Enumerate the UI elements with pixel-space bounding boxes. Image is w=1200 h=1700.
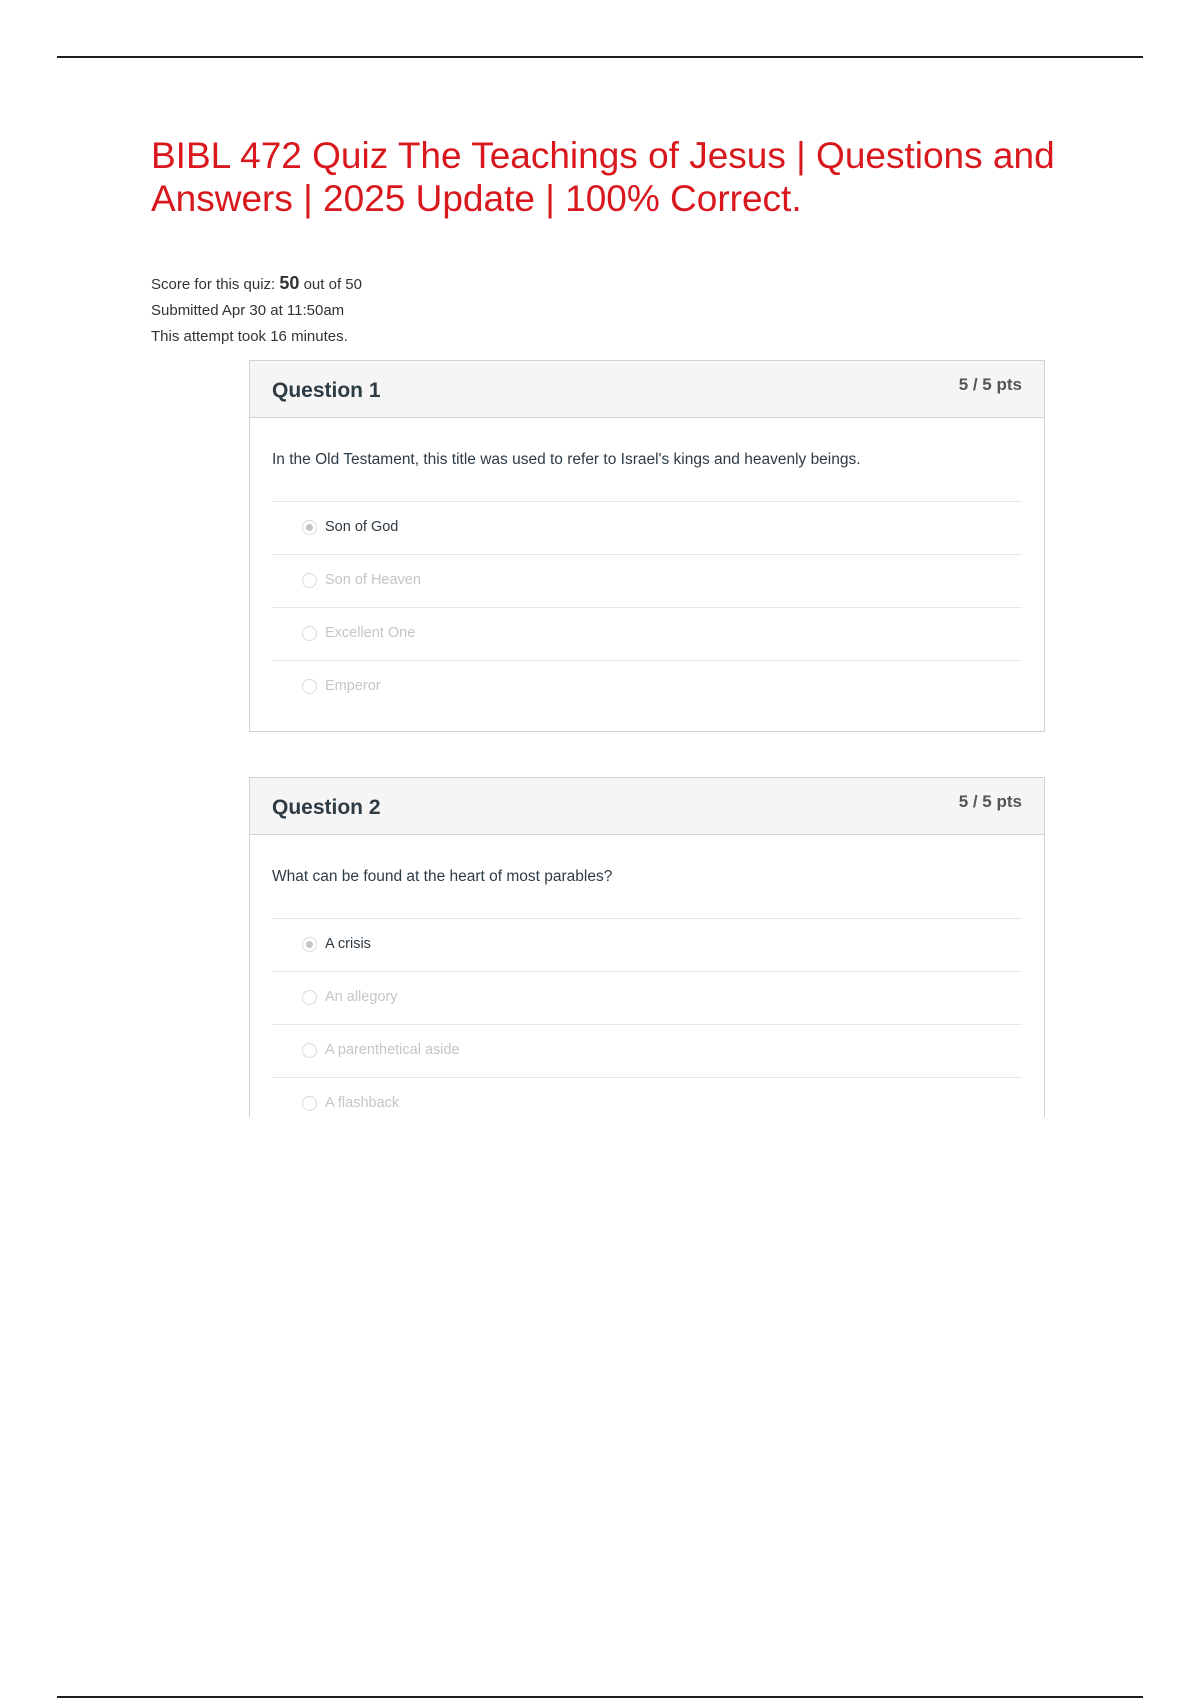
top-rule [57,56,1143,58]
radio-icon[interactable] [302,679,317,694]
score-value: 50 [279,273,300,293]
radio-selected-icon[interactable] [302,520,317,535]
submitted-line: Submitted Apr 30 at 11:50am [151,302,345,319]
question-card-1 [249,360,1045,732]
question-points: 5 / 5 pts [958,792,1022,811]
answer-label: Son of Heaven [325,572,421,588]
answer-label: An allegory [325,989,398,1005]
answer-option[interactable] [272,660,1022,713]
radio-selected-icon[interactable] [302,937,317,952]
quiz-meta [151,270,362,350]
duration-line: This attempt took 16 minutes. [151,328,348,345]
score-line [151,270,362,298]
answer-label: Excellent One [325,625,416,641]
radio-icon[interactable] [302,626,317,641]
answer-label: A parenthetical aside [325,1042,460,1058]
answer-option[interactable] [272,971,1022,1024]
answer-option[interactable] [272,554,1022,607]
answer-option[interactable] [272,501,1022,554]
radio-icon[interactable] [302,1043,317,1058]
question-card-2 [249,777,1045,1117]
answer-label: A flashback [325,1095,400,1111]
question-title: Question 1 [272,379,381,402]
question-points: 5 / 5 pts [958,375,1022,394]
question-title: Question 2 [272,796,381,819]
radio-icon[interactable] [302,990,317,1005]
answer-option[interactable] [272,607,1022,660]
question-header [250,361,1044,418]
question-text: What can be found at the heart of most parables? [272,868,613,885]
answer-label: Son of God [325,519,399,535]
score-suffix: out of 50 [299,276,362,293]
bottom-rule [57,1696,1143,1698]
radio-icon[interactable] [302,573,317,588]
score-prefix: Score for this quiz: [151,276,280,293]
radio-icon[interactable] [302,1096,317,1111]
answer-option[interactable] [272,918,1022,971]
question-text: In the Old Testament, this title was used to refer to Israel's kings and heavenly beings. [272,451,861,468]
document-title: BIBL 472 Quiz The Teachings of Jesus | Questions and Answers | 2025 Update | 100% Correct. [151,135,1055,219]
answer-option[interactable] [272,1024,1022,1077]
answer-label: Emperor [325,678,381,694]
question-header [250,778,1044,835]
answer-label: A crisis [325,936,371,952]
answer-option[interactable] [272,1077,1022,1117]
